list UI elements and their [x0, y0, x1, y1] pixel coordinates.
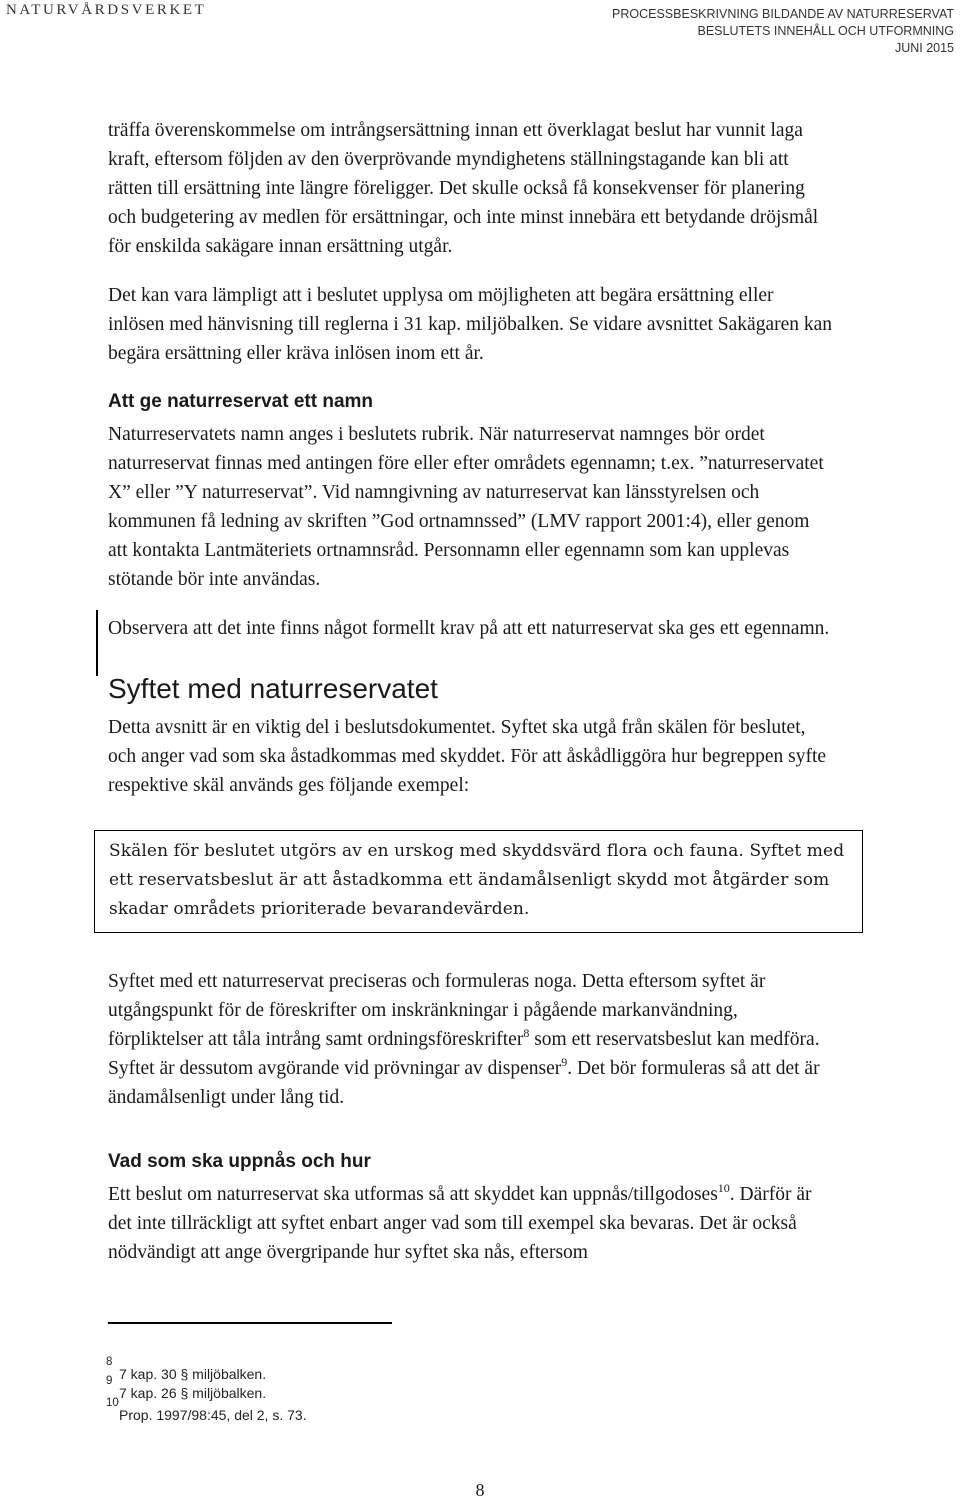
heading-vad: Vad som ska uppnås och hur: [108, 1151, 371, 1172]
paragraph-intrangsersattning: träffa överenskommelse om intrångsersättning innan ett överklagat beslut har vunnit laga kraft, eftersom följden av den överprövande myndighetens ställningstagande kan bli att rätten till ersättning inte längre föreligger. Det skulle också få konsekvenser för planering och budgetering av medlen för ersättningar, och inte minst innebära ett betydande dröjsmål för enskilda sakägare innan ersättning utgår.: [108, 120, 819, 257]
header-subtitle: BESLUTETS INNEHÅLL OCH UTFORMNING: [697, 24, 954, 38]
paragraph-namngivning: Naturreservatets namn anges i beslutets rubrik. När naturreservat namnges bör ordet naturreservat finnas med antingen före eller efter områdets egennamn; t.ex. ”naturreservatet X” eller ”Y naturreservat”. Vid namngivning av naturreservat kan länsstyrelsen och kommunen få ledning av skriften ”God ortnamnssed” (LMV rapport 2001:4), eller genom att kontakta Lantmäteriets ortnamnsråd. Personnamn eller egennamn som kan upplevas stötande bör inte användas.: [108, 424, 824, 590]
text-segment: . Det bör formuleras så att det är ändamålsenligt under lång tid.: [108, 1058, 820, 1108]
document-header: [612, 6, 954, 57]
footnote-separator: [108, 1322, 392, 1324]
text-segment: som ett reservatsbeslut kan medföra. Syftet är dessutom avgörande vid prövningar av dispenser: [108, 1029, 820, 1079]
text-segment: Syftet med ett naturreservat preciseras och formuleras noga. Detta eftersom syftet är utgångspunkt för de föreskrifter om inskränkningar i pågående markanvändning, förpliktelser att tåla intrång samt ordningsföreskrifter: [108, 971, 766, 1050]
footnote-text: 7 kap. 26 § miljöbalken.: [119, 1385, 267, 1401]
note-with-change-bar: [108, 614, 833, 643]
footnote-text: Prop. 1997/98:45, del 2, s. 73.: [119, 1407, 307, 1423]
footnote-ref-8[interactable]: 8: [523, 1026, 530, 1040]
paragraph-syfte-precisering: [108, 967, 833, 1112]
footnote-ref-10[interactable]: 10: [717, 1181, 730, 1195]
text-segment: . Därför är det inte tillräckligt att syftet enbart anger vad som till exempel ska bevaras. Det är också nödvändigt att ange övergripande hur syftet ska nås, eftersom: [108, 1184, 812, 1263]
heading-syfte: Syftet med naturreservatet: [108, 673, 438, 704]
footnote-number: 8: [106, 1356, 113, 1368]
paragraph-syfte-intro: Detta avsnitt är en viktig del i beslutsdokumentet. Syftet ska utgå från skälen för beslutet, och anger vad som ska åstadkommas med skyddet. För att åskådliggöra hur begreppen syfte respektive skäl används ges följande exempel:: [108, 717, 827, 796]
paragraph-vad: [108, 1180, 833, 1267]
footnote-ref-9[interactable]: 9: [561, 1055, 568, 1069]
document-body: [108, 116, 845, 1267]
footnote-text: 7 kap. 30 § miljöbalken.: [119, 1366, 267, 1382]
organization-logo: NATURVÅRDSVERKET: [6, 2, 207, 18]
example-box: [94, 830, 863, 933]
page-number: 8: [475, 1480, 485, 1500]
header-date: JUNI 2015: [894, 41, 954, 55]
header-title: PROCESSBESKRIVNING BILDANDE AV NATURRESERVAT: [612, 7, 954, 21]
paragraph-inlosen: Det kan vara lämpligt att i beslutet upplysa om möjligheten att begära ersättning eller inlösen med hänvisning till reglerna i 31 kap. miljöbalken. Se vidare avsnittet Sakägaren kan begära ersättning eller kräva inlösen inom ett år.: [108, 285, 833, 364]
footnote-number: 9: [106, 1375, 113, 1387]
heading-namn: Att ge naturreservat ett namn: [108, 391, 374, 412]
paragraph-observera: Observera att det inte finns något formellt krav på att ett naturreservat ska ges ett egennamn.: [108, 618, 830, 639]
footnote-number: 10: [106, 1397, 119, 1409]
text-segment: Ett beslut om naturreservat ska utformas så att skyddet kan uppnås/tillgodoses: [108, 1184, 718, 1205]
example-text: Skälen för beslutet utgörs av en urskog med skyddsvärd flora och fauna. Syftet med ett reservatsbeslut är att åstadkomma ett ändamålsenligt skydd mot åtgärder som skadar områdets prioriterade bevarandevärden.: [109, 841, 845, 919]
